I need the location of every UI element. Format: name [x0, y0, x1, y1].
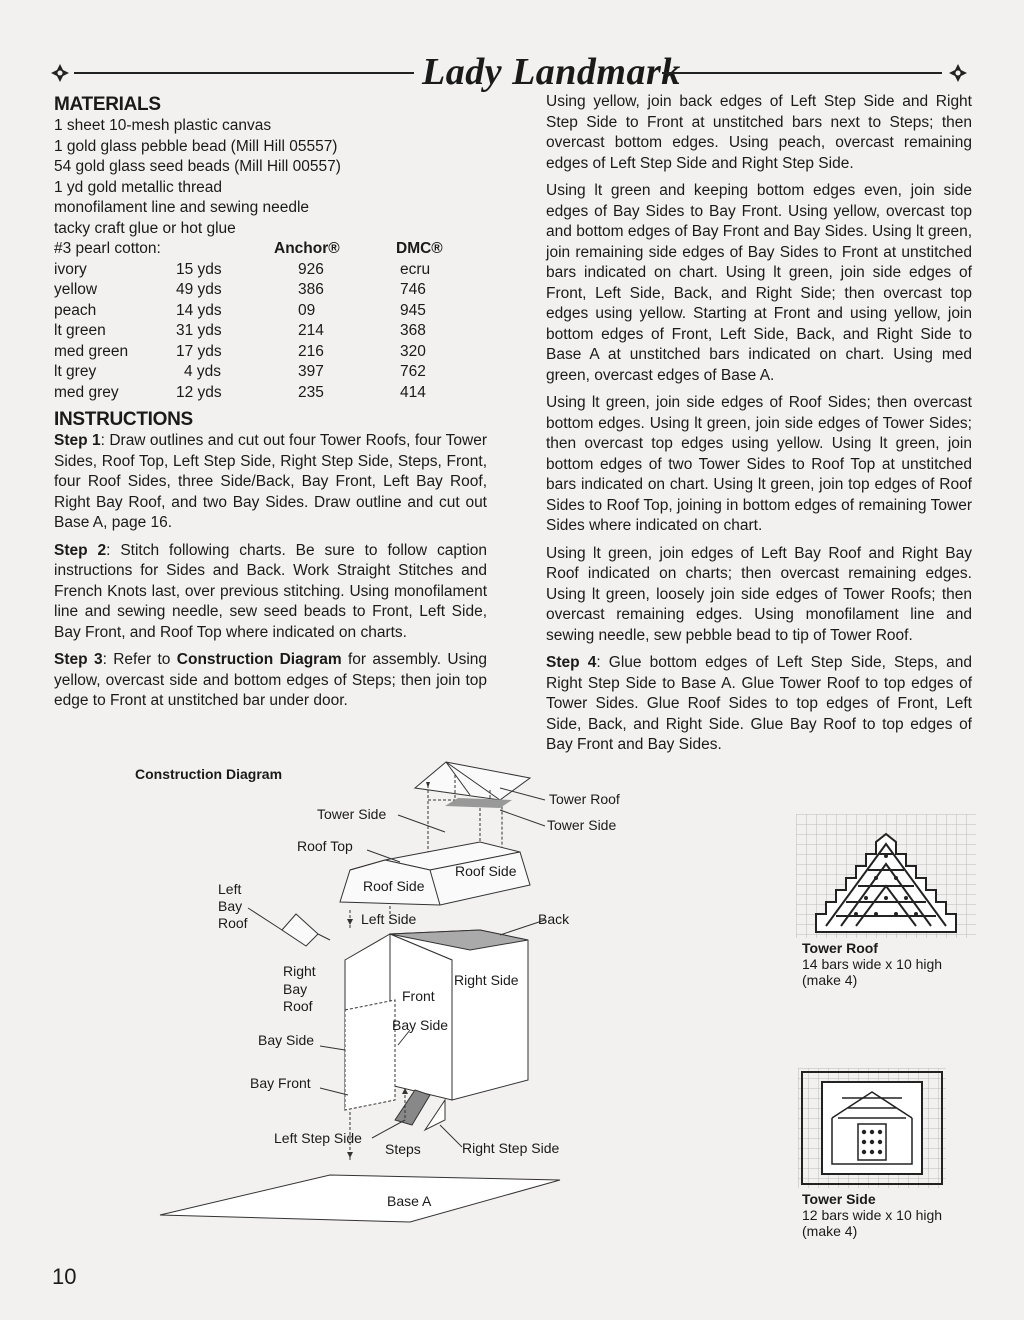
label-left-bay-roof-2: Bay: [218, 898, 243, 914]
step-3-label: Step 3: [54, 651, 103, 668]
step-3-text: : Refer to: [102, 651, 177, 668]
step-1-text: : Draw outlines and cut out four Tower Roofs, four Tower Sides, Roof Top, Left Step Side, Right Step Side, Steps, Front, four Roof Sides, three Side/Back, Bay Front, Left Bay Roof, Right Bay Roof, and two Bay Sides. Draw outline and cut out Base A, page 16.: [54, 432, 488, 531]
leader-left-bay-roof: [248, 908, 282, 930]
label-steps: Steps: [385, 1141, 421, 1157]
thread-dmc: 945: [400, 301, 426, 319]
step-1-label: Step 1: [54, 432, 101, 449]
materials-item: 54 gold glass seed beads (Mill Hill 00557): [54, 158, 341, 175]
leader-bay-front: [320, 1088, 348, 1095]
materials-item: tacky craft glue or hot glue: [54, 219, 236, 237]
label-right-bay-roof-1: Right: [283, 963, 316, 979]
tower-roof-caption-title: Tower Roof: [802, 940, 878, 956]
thread-dmc: ecru: [400, 260, 431, 278]
tower-side-caption-make: (make 4): [802, 1223, 858, 1239]
thread-anchor: 216: [298, 342, 324, 360]
tower-side-caption-size: 12 bars wide x 10 high: [802, 1207, 943, 1223]
thread-anchor: 386: [298, 281, 324, 298]
label-back: Back: [538, 911, 570, 927]
label-tower-side-right: Tower Side: [547, 817, 617, 833]
label-right-bay-roof-2: Bay: [283, 981, 308, 997]
thread-color: med green: [54, 342, 129, 360]
thread-dmc: 320: [400, 342, 426, 360]
page-title: Lady Landmark: [422, 51, 681, 93]
leader-right-step-side: [440, 1125, 462, 1147]
assembly-paragraph-2: Using lt green and keeping bottom edges even, join side edges of Bay Sides to Bay Front. Using yellow, overcast top and bottom edges of Bay Front and Bay Sides. Using lt green, join remaining side edges of Bay Sides to Front at unstitched bars indicated on chart. Using lt green, join side edges of Front, Left Side, Back, and Right Side; then overcast top edges using yellow. Starting at Front and using yellow, join bottom edges of Front, Left Side, Back, and Right Side to Base A at unstitched bars indicated on chart. Using med green, overcast edges of Base A.: [546, 182, 972, 384]
steps-shape: [395, 1090, 430, 1125]
thread-anchor: 09: [298, 301, 316, 319]
label-roof-side-right: Roof Side: [455, 863, 517, 879]
label-roof-top: Roof Top: [297, 838, 353, 854]
diagram-title: Construction Diagram: [135, 766, 283, 782]
assembly-paragraph-3: Using lt green, join side edges of Roof Sides; then overcast bottom edges. Using lt green, join side edges of Tower Sides; then overcast top edges using yellow. Using lt green, join bottom edges of two Tower Sides to Roof Top at unstitched bars indicated on chart. Using lt green, join top edges of Roof Sides to Roof Top, joining in bottom edges of remaining Tower Sides where indicated on chart.: [546, 394, 972, 534]
thread-dmc: 746: [400, 281, 426, 298]
materials-item: 1 gold glass pebble bead (Mill Hill 05557): [54, 137, 338, 155]
tower-roof-chart: [796, 814, 976, 938]
thread-color: lt green: [54, 322, 106, 339]
step-2-label: Step 2: [54, 541, 107, 559]
label-bay-front: Bay Front: [250, 1075, 311, 1091]
label-left-step-side: Left Step Side: [274, 1130, 362, 1146]
thread-anchor: 214: [298, 322, 324, 339]
thread-yds: 14 yds: [176, 301, 222, 319]
thread-anchor: 926: [298, 260, 324, 278]
assembly-paragraph-1: Using yellow, join back edges of Left Step Side and Right Step Side to Front at unstitched bars next to Steps; then overcast bottom edges. Using peach, overcast remaining edges of Left Step Side and Right Step Side.: [546, 93, 972, 172]
label-left-bay-roof-3: Roof: [218, 915, 248, 931]
leader-bay-side: [320, 1046, 345, 1050]
tower-side-chart: [798, 1068, 946, 1188]
label-right-bay-roof-3: Roof: [283, 998, 313, 1014]
leader-tower-side-right: [500, 810, 545, 826]
label-bay-side-right: Bay Side: [392, 1017, 449, 1033]
step-3-text-rest: for assembly. Using yellow, overcast side and bottom edges of Steps; then join top edge to Front at unstitched bar under door.: [54, 651, 488, 709]
label-left-bay-roof-1: Left: [218, 881, 242, 897]
base-a-shape: [160, 1175, 560, 1222]
step-4-label: Step 4: [546, 654, 597, 671]
label-base-a: Base A: [387, 1193, 432, 1209]
label-bay-side-left: Bay Side: [258, 1032, 315, 1048]
thread-header-anchor: Anchor®: [274, 240, 340, 257]
label-right-step-side: Right Step Side: [462, 1140, 560, 1156]
thread-dmc: 414: [400, 383, 426, 401]
thread-anchor: 397: [298, 363, 324, 380]
tower-roof-caption-size: 14 bars wide x 10 high: [802, 956, 943, 972]
bay-front-shape: [345, 1000, 395, 1110]
thread-dmc: 368: [400, 322, 426, 339]
thread-color: ivory: [54, 260, 87, 278]
thread-yds: 49 yds: [176, 281, 222, 298]
thread-header-dmc: DMC®: [396, 240, 443, 257]
thread-dmc: 762: [400, 363, 426, 380]
thread-anchor: 235: [298, 383, 324, 401]
step-4-text: : Glue bottom edges of Left Step Side, Steps, and Right Step Side to Base A. Glue Tower Roof to top edges of Tower Sides. Glue Roof Sides to top edges of Front, Left Side, Back, and Right Side. Glue Bay Roof to top edges of Bay Front and Bay Sides.: [546, 654, 972, 753]
materials-item: 1 sheet 10-mesh plastic canvas: [54, 117, 272, 134]
thread-color: yellow: [54, 281, 98, 298]
thread-yds: 4 yds: [184, 363, 222, 380]
thread-header-name: #3 pearl cotton:: [54, 240, 161, 257]
thread-yds: 17 yds: [176, 342, 222, 360]
page-number: 10: [52, 1264, 77, 1289]
label-left-side: Left Side: [361, 911, 417, 927]
thread-color: med grey: [54, 383, 119, 401]
label-right-side: Right Side: [454, 972, 519, 988]
label-tower-side-left: Tower Side: [317, 806, 387, 822]
materials-item: 1 yd gold metallic thread: [54, 178, 223, 196]
label-front: Front: [402, 988, 435, 1004]
construction-diagram-ref: Construction Diagram: [176, 651, 342, 668]
tower-side-caption-title: Tower Side: [802, 1191, 876, 1207]
thread-yds: 12 yds: [176, 383, 222, 401]
materials-item: monofilament line and sewing needle: [54, 199, 310, 216]
left-bay-roof-shape: [282, 914, 318, 946]
thread-yds: 15 yds: [176, 260, 222, 278]
label-roof-side-left: Roof Side: [363, 878, 425, 894]
thread-color: lt grey: [54, 363, 97, 380]
leader-left-step-side: [372, 1120, 405, 1138]
thread-color: peach: [54, 301, 97, 319]
materials-heading: MATERIALS: [54, 94, 161, 115]
label-tower-roof: Tower Roof: [549, 791, 620, 807]
step-2-text: : Stitch following charts. Be sure to follow caption instructions for Sides and Back. Work Straight Stitches and French Knots last, over previous stitching. Using monofilament line and sewing needle, sew seed beads to Front, Left Side, Bay Front, and Roof Top where indicated on charts.: [54, 541, 487, 641]
tower-roof-caption-make: (make 4): [802, 972, 858, 988]
assembly-paragraph-4: Using lt green, join edges of Left Bay Roof and Right Bay Roof indicated on charts; then overcast remaining edges. Using lt green, loosely join side edges of Tower Roofs; then overcast remaining edges. Using monofilament line and sewing needle, sew pebble bead to tip of Tower Roof.: [546, 544, 972, 644]
thread-yds: 31 yds: [176, 322, 222, 339]
leader-tower-side-left: [398, 815, 445, 832]
instructions-heading: INSTRUCTIONS: [54, 409, 193, 430]
